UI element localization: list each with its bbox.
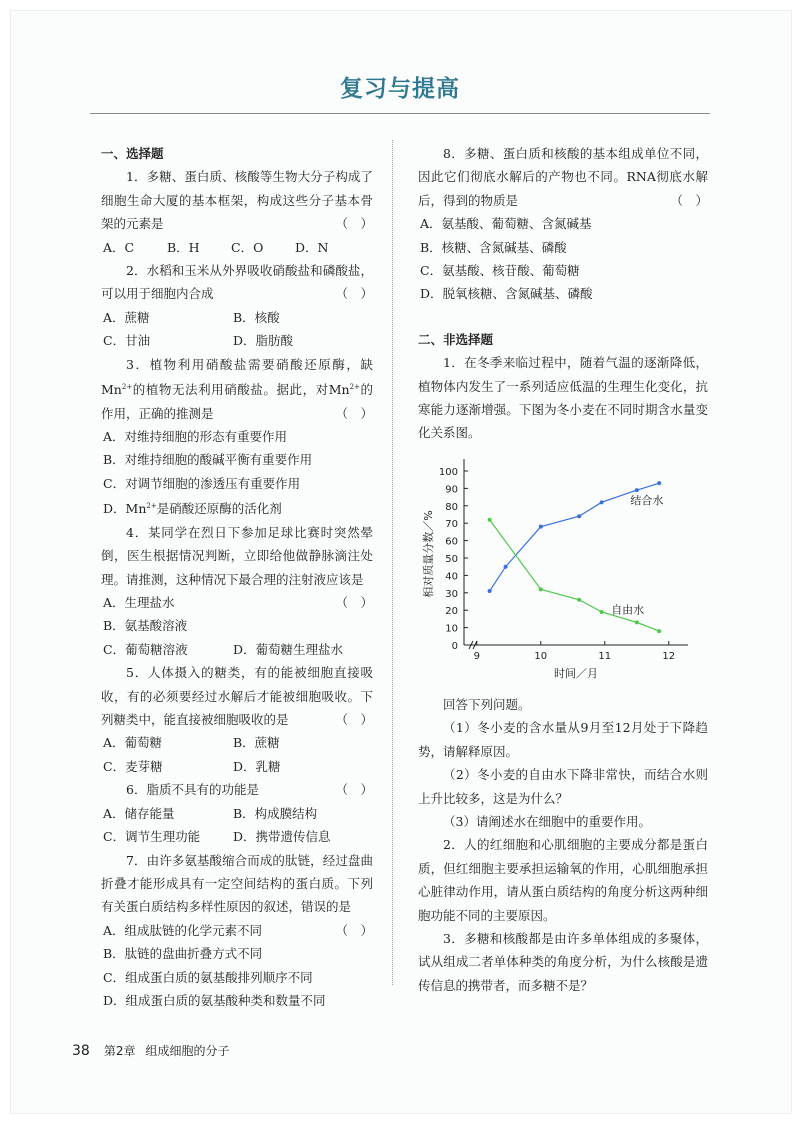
question-7-text: 7．由许多氨基酸缩合而成的肽链，经过盘曲折叠才能形成具有一定空间结构的蛋白质。下列有关蛋白质结构多样性原因的叙述，错误的是 [101, 852, 373, 915]
option: C．麦芽糖 [103, 758, 163, 774]
data-point [577, 514, 581, 518]
option: B．核酸 [233, 309, 280, 325]
option: C．对调节细胞的渗透压有重要作用 [103, 475, 301, 491]
question-3-text: Mn [101, 382, 122, 398]
option: A．葡萄糖 [103, 735, 163, 751]
question-3-text: 3．植物利用硝酸盐需要硝酸还原酶，缺 [126, 356, 373, 372]
option: B．氨基酸溶液 [103, 618, 188, 634]
y-tick-label: 100 [438, 466, 458, 478]
y-tick-label: 90 [445, 484, 458, 496]
question-6 [101, 778, 373, 801]
option: D．乳糖 [233, 758, 281, 774]
y-tick-label: 70 [445, 519, 458, 531]
option: B．蔗糖 [233, 735, 280, 751]
question-4-text: 4．某同学在烈日下参加足球比赛时突然晕倒，医生根据情况判断，立即给他做静脉滴注处理。请推测，这种情况下最合理的注射液应该是 [101, 524, 373, 587]
question-3 [101, 353, 373, 425]
title-rule [90, 113, 710, 114]
option: A．对维持细胞的形态有重要作用 [103, 429, 288, 445]
y-axis-label: 相对质量分数／% [422, 510, 435, 598]
option: B．H [167, 239, 200, 255]
data-point [504, 565, 508, 569]
question-2-options [101, 329, 373, 352]
question-2 [101, 259, 373, 306]
answer-paren: （ ） [670, 192, 708, 208]
y-tick-label: 60 [445, 536, 458, 548]
answer-paren: （ ） [335, 922, 373, 938]
data-point [539, 525, 543, 529]
answer-paren: （ ） [335, 405, 373, 421]
question-6-options [101, 825, 373, 848]
y-tick-label: 30 [445, 588, 458, 600]
y-tick-label: 40 [445, 571, 458, 583]
option: D．脱氧核糖、含氮碱基、磷酸 [420, 286, 593, 302]
question-2-text: 2．水稻和玉米从外界吸收硝酸盐和磷酸盐，可以用于细胞内合成 [101, 263, 373, 302]
problem-2: 2．人的红细胞和心肌细胞的主要成分都是蛋白质，但红细胞主要承担运输氧的作用，心肌细胞承担心脏律动作用，请从蛋白质结构的角度分析这两种细胞功能不同的主要原因。 [418, 837, 708, 923]
page-title: 复习与提高 [340, 76, 460, 102]
question-6-text: 6．脂质不具有的功能是 [126, 782, 259, 798]
x-tick-label: 10 [534, 650, 548, 662]
data-point [600, 610, 604, 614]
series-label-bound-water: 结合水 [630, 493, 664, 507]
chapter-title: 组成细胞的分子 [145, 1044, 230, 1058]
superscript: 2+ [146, 502, 157, 511]
option: D．N [295, 239, 329, 255]
option: A．C [103, 239, 135, 255]
option: A．生理盐水 [103, 595, 175, 611]
question-5 [101, 661, 373, 731]
option: A．组成肽链的化学元素不同 [103, 922, 263, 938]
question-8-text: 8．多糖、蛋白质和核酸的基本组成单位不同，因此它们彻底水解后的产物也不同。RNA彻底水解后，得到的物质是 [418, 146, 708, 208]
data-point [635, 620, 639, 624]
option: D．组成蛋白质的氨基酸种类和数量不同 [103, 992, 326, 1008]
question-3-text: 的植物无法利用硝酸盐。据此，对Mn [132, 382, 350, 398]
option: C．氨基酸、核苷酸、葡萄糖 [420, 263, 580, 279]
y-tick-label: 80 [445, 501, 458, 513]
question-4-options [101, 638, 373, 661]
data-point [657, 481, 661, 485]
question-6-options [101, 802, 373, 825]
option: D．携带遗传信息 [233, 829, 331, 845]
data-point [488, 589, 492, 593]
x-tick-label: 9 [473, 650, 480, 662]
page-number: 38 [72, 1043, 90, 1059]
question-5-options [101, 731, 373, 754]
option: C．调节生理功能 [103, 829, 201, 845]
data-point [488, 518, 492, 522]
question-1 [101, 165, 373, 235]
option: A．储存能量 [103, 805, 175, 821]
option: B．构成膜结构 [233, 805, 318, 821]
x-axis-label: 时间／月 [554, 666, 598, 680]
question-8 [418, 142, 708, 212]
column-divider [392, 140, 393, 985]
answer-paren: （ ） [335, 782, 373, 798]
x-tick-label: 11 [598, 650, 612, 662]
question-5-text: 5．人体摄入的糖类，有的能被细胞直接吸收，有的必须要经过水解后才能被细胞吸收。下列糖类中，能直接被细胞吸收的是 [101, 665, 373, 728]
y-tick-label: 0 [451, 640, 458, 652]
answer-paren: （ ） [335, 595, 373, 611]
question-3-text: 的作用，正确的推测是 [101, 382, 373, 421]
option-text: D．Mn [103, 501, 147, 517]
sub-question-1: （1）冬小麦的含水量从9月至12月处于下降趋势，请解释原因。 [418, 720, 708, 759]
option: C．甘油 [103, 333, 151, 349]
y-tick-label: 10 [445, 623, 458, 635]
data-point [600, 500, 604, 504]
answer-paren: （ ） [335, 286, 373, 302]
option: A．蔗糖 [103, 309, 150, 325]
page-footer [72, 1042, 229, 1059]
option: D．脂肪酸 [233, 333, 294, 349]
y-tick-label: 50 [445, 553, 458, 565]
option: C．组成蛋白质的氨基酸排列顺序不同 [103, 969, 313, 985]
answer-paren: （ ） [335, 216, 373, 232]
option: B．肽链的盘曲折叠方式不同 [103, 946, 263, 962]
question-5-options [101, 755, 373, 778]
problem-3: 3．多糖和核酸都是由许多单体组成的多聚体，试从组成二者单体种类的角度分析，为什么核酸是遗传信息的携带者，而多糖不是？ [418, 930, 708, 993]
chart-svg [418, 453, 708, 693]
section-open-heading: 二、非选择题 [418, 331, 494, 347]
y-tick-label: 20 [445, 606, 458, 618]
option: C．O [231, 239, 264, 255]
problem-1: 1．在冬季来临过程中，随着气温的逐渐降低，植物体内发生了一系列适应低温的生理生化变化，抗寒能力逐渐增强。下图为冬小麦在不同时期含水量变化关系图。 [418, 355, 708, 441]
data-point [657, 629, 661, 633]
answer-paren: （ ） [335, 712, 373, 728]
option: B．对维持细胞的酸碱平衡有重要作用 [103, 452, 313, 468]
data-point [577, 598, 581, 602]
option-text: 是硝酸还原酶的活化剂 [156, 501, 282, 517]
answer-intro: 回答下列问题。 [443, 696, 531, 712]
right-column [418, 142, 708, 997]
question-2-options [101, 306, 373, 329]
option: D．葡萄糖生理盐水 [233, 641, 344, 657]
question-1-text: 1．多糖、蛋白质、核酸等生物大分子构成了细胞生命大厦的基本框架，构成这些分子基本骨架的元素是 [101, 169, 373, 232]
water-content-chart [418, 453, 708, 693]
chapter-number: 第2章 [103, 1044, 136, 1058]
question-1-options [101, 236, 373, 259]
x-tick-label: 12 [662, 650, 676, 662]
series-label-free-water: 自由水 [611, 603, 645, 617]
section-choice-heading: 一、选择题 [101, 146, 164, 161]
left-column [101, 142, 373, 1012]
option: C．葡萄糖溶液 [103, 641, 188, 657]
data-point [635, 488, 639, 492]
option: A．氨基酸、葡萄糖、含氮碱基 [420, 216, 592, 232]
sub-question-2: （2）冬小麦的自由水下降非常快，而结合水则上升比较多，这是为什么？ [418, 767, 708, 806]
data-point [539, 587, 543, 591]
sub-question-3: （3）请阐述水在细胞中的重要作用。 [443, 813, 651, 829]
option [101, 495, 373, 521]
superscript: 2+ [121, 383, 133, 392]
superscript: 2+ [349, 383, 360, 392]
option: B．核糖、含氮碱基、磷酸 [420, 239, 567, 255]
